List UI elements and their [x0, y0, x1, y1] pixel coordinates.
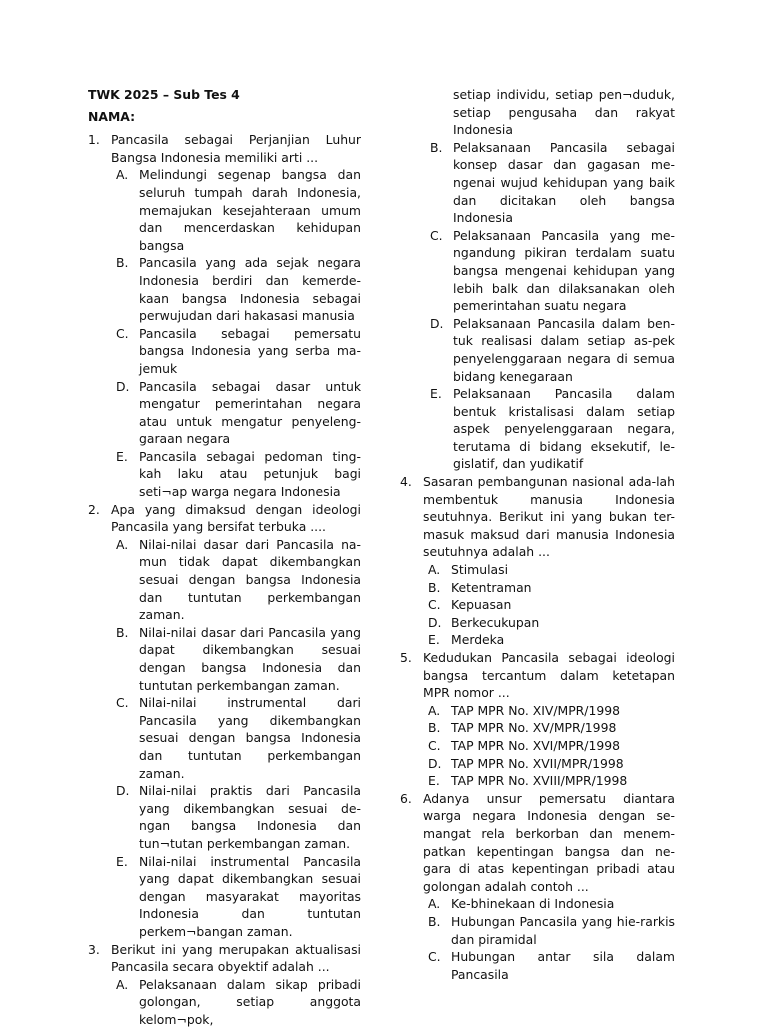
option-text: Melindungi segenap bangsa dan seluruh tumpah darah Indonesia, memajukan kesejahteraan umum dan mencerdaskan kehidupan bangsa	[139, 167, 361, 253]
option-b	[88, 254, 361, 324]
option-letter: B.	[116, 255, 129, 271]
question-6	[400, 790, 675, 896]
option-text: Ketentraman	[451, 579, 532, 595]
option-letter: B.	[428, 913, 441, 929]
option-text: Pelaksanaan dalam sikap pribadi golongan, setiap anggota kelom¬pok,	[139, 976, 361, 1027]
question-number: 3.	[88, 941, 100, 957]
option-text: Hubungan Pancasila yang hie-rarkis dan piramidal	[451, 913, 675, 947]
option-letter: E.	[430, 386, 442, 402]
option-text: Kepuasan	[451, 597, 512, 613]
option-d	[88, 378, 361, 448]
option-text: Pelaksanaan Pancasila dalam ben-tuk realisasi dalam setiap as-pek penyelenggaraan negara di semua bidang kenegaraan	[453, 315, 675, 384]
option-text: Hubungan antar sila dalam Pancasila	[451, 949, 675, 982]
question-text: Sasaran pembangunan nasional ada-lah membentuk manusia Indonesia seutuhnya. Berikut ini yang bukan ter-masuk maksud dari manusia Indonesia seutuhnya adalah ...	[423, 474, 675, 560]
question-3-options	[88, 976, 361, 1028]
option-c	[88, 325, 361, 378]
option-text: Nilai-nilai instrumental dari Pancasila yang dikembangkan sesuai dengan bangsa Indonesia dan tuntutan perkembangan zaman.	[139, 695, 361, 781]
option-letter: A.	[116, 167, 129, 183]
option-a	[400, 561, 675, 579]
option-c	[400, 227, 675, 315]
option-letter: E.	[428, 773, 440, 789]
option-letter: D.	[428, 755, 442, 771]
option-letter: C.	[428, 597, 441, 613]
option-e	[88, 853, 361, 941]
option-e	[400, 631, 675, 649]
option-e	[88, 448, 361, 501]
question-5-options	[400, 702, 675, 790]
option-text: Ke-bhinekaan di Indonesia	[451, 896, 615, 912]
option-letter: A.	[116, 536, 129, 552]
option-d	[400, 755, 675, 773]
option-c	[400, 737, 675, 755]
option-e	[400, 772, 675, 790]
question-number: 5.	[400, 650, 412, 665]
question-3-options-continued	[400, 139, 675, 473]
option-text: Nilai-nilai dasar dari Pancasila na-mun tidak dapat dikembangkan sesuai dengan bangsa Indonesia dan tuntutan perkembangan zaman.	[139, 536, 361, 623]
option-b	[400, 579, 675, 597]
option-text: TAP MPR No. XVII/MPR/1998	[451, 755, 624, 771]
option-c	[400, 948, 675, 983]
question-2-options	[88, 536, 361, 941]
option-letter: D.	[116, 783, 130, 799]
question-6-options	[400, 895, 675, 983]
question-text: Pancasila sebagai Perjanjian Luhur Bangsa Indonesia memiliki arti ...	[111, 132, 361, 165]
option-text: Nilai-nilai instrumental Pancasila yang dapat dikembangkan sesuai dengan masyarakat mayoritas Indonesia dan tuntutan perkem¬bangan zaman.	[139, 853, 361, 939]
option-a	[88, 166, 361, 254]
option-letter: E.	[116, 448, 128, 464]
option-b	[88, 624, 361, 694]
question-text: Berikut ini yang merupakan aktualisasi Pancasila secara obyektif adalah ...	[111, 941, 361, 975]
right-column	[400, 86, 675, 983]
option-text: Nilai-nilai praktis dari Pancasila yang dikembangkan sesuai de-ngan bangsa Indonesia dan tun¬tutan perkembangan zaman.	[139, 783, 361, 851]
question-text: Kedudukan Pancasila sebagai ideologi bangsa tercantum dalam ketetapan MPR nomor ...	[423, 650, 675, 701]
option-text: Merdeka	[451, 632, 505, 648]
option-text: Pelaksanaan Pancasila sebagai konsep dasar dan gagasan me-ngenai wujud kehidupan yang baik dan dicitakan oleh bangsa Indonesia	[453, 139, 675, 226]
option-letter: C.	[428, 949, 441, 965]
question-4	[400, 473, 675, 561]
option-letter: E.	[116, 853, 128, 869]
option-text: Pancasila sebagai pemersatu bangsa Indonesia yang serba ma-jemuk	[139, 325, 361, 376]
option-letter: A.	[428, 562, 441, 578]
option-text: Stimulasi	[451, 562, 509, 578]
question-number: 2.	[88, 501, 100, 517]
question-number: 6.	[400, 790, 412, 806]
option-letter: C.	[430, 227, 443, 243]
option-d	[88, 782, 361, 852]
option-c	[400, 596, 675, 614]
option-text: Pancasila sebagai dasar untuk mengatur pemerintahan negara atau untuk mengatur penyeleng-garaan negara	[139, 378, 361, 447]
question-1-options	[88, 166, 361, 500]
document-title: TWK 2025 – Sub Tes 4	[88, 87, 240, 102]
option-b	[400, 913, 675, 948]
question-1	[88, 131, 361, 166]
option-letter: A.	[428, 702, 441, 718]
option-letter: B.	[430, 139, 443, 155]
question-2	[88, 501, 361, 536]
option-letter: E.	[428, 632, 440, 648]
option-text: TAP MPR No. XV/MPR/1998	[451, 720, 617, 736]
option-text: Pelaksanaan Pancasila yang me-ngandung pikiran terdalam suatu bangsa mengenai kehidupan yang lebih balk dan dilaksanakan oleh pemerintahan suatu negara	[453, 227, 675, 314]
question-4-options	[400, 561, 675, 649]
option-text: Pancasila sebagai pedoman ting-kah laku atau petunjuk bagi seti¬ap warga negara Indonesia	[139, 448, 361, 500]
option-letter: A.	[116, 976, 129, 992]
question-number: 1.	[88, 132, 100, 148]
name-label: NAMA:	[88, 108, 136, 124]
option-text: Nilai-nilai dasar dari Pancasila yang dapat dikembangkan sesuai dengan bangsa Indonesia dan tuntutan perkembangan zaman.	[139, 624, 361, 693]
option-b	[400, 719, 675, 737]
left-column	[88, 86, 361, 1028]
option-letter: B.	[428, 720, 441, 736]
option-text: TAP MPR No. XIV/MPR/1998	[451, 702, 620, 718]
option-d	[400, 614, 675, 632]
option-b	[400, 139, 675, 227]
option-letter: C.	[116, 695, 129, 711]
question-3	[88, 941, 361, 976]
option-letter: A.	[428, 896, 441, 912]
option-a	[88, 536, 361, 624]
option-a-continued: setiap individu, setiap pen¬duduk, setiap pengusaha dan rakyat Indonesia	[453, 87, 675, 138]
option-letter: C.	[116, 325, 129, 341]
question-text: Apa yang dimaksud dengan ideologi Pancasila yang bersifat terbuka ....	[111, 501, 361, 535]
option-text: TAP MPR No. XVIII/MPR/1998	[451, 773, 628, 789]
option-a	[88, 976, 361, 1028]
option-letter: B.	[428, 579, 441, 595]
option-c	[88, 694, 361, 782]
option-a	[400, 702, 675, 720]
option-a	[400, 895, 675, 913]
option-e	[400, 385, 675, 473]
option-letter: D.	[116, 378, 130, 394]
option-text: Pelaksanaan Pancasila dalam bentuk kristalisasi dalam setiap aspek penyelenggaraan negara, terutama di bidang eksekutif, le-gislatif, dan yudikatif	[453, 386, 675, 472]
option-text: Berkecukupan	[451, 614, 540, 630]
question-text: Adanya unsur pemersatu diantara warga negara Indonesia dengan se-mangat rela berkorban dan menem-patkan kepentingan bangsa dan ne-gara di atas kepentingan pribadi atau golongan adalah contoh ...	[423, 790, 675, 894]
question-5	[400, 649, 675, 702]
question-number: 4.	[400, 474, 412, 490]
option-text: TAP MPR No. XVI/MPR/1998	[451, 737, 620, 753]
option-letter: C.	[428, 737, 441, 753]
option-d	[400, 315, 675, 385]
option-letter: D.	[428, 614, 442, 630]
option-text: Pancasila yang ada sejak negara Indonesia berdiri dan kemerde-kaan bangsa Indonesia sebagai perwujudan dari hakasasi manusia	[139, 255, 361, 324]
option-letter: B.	[116, 624, 129, 640]
option-letter: D.	[430, 315, 444, 331]
